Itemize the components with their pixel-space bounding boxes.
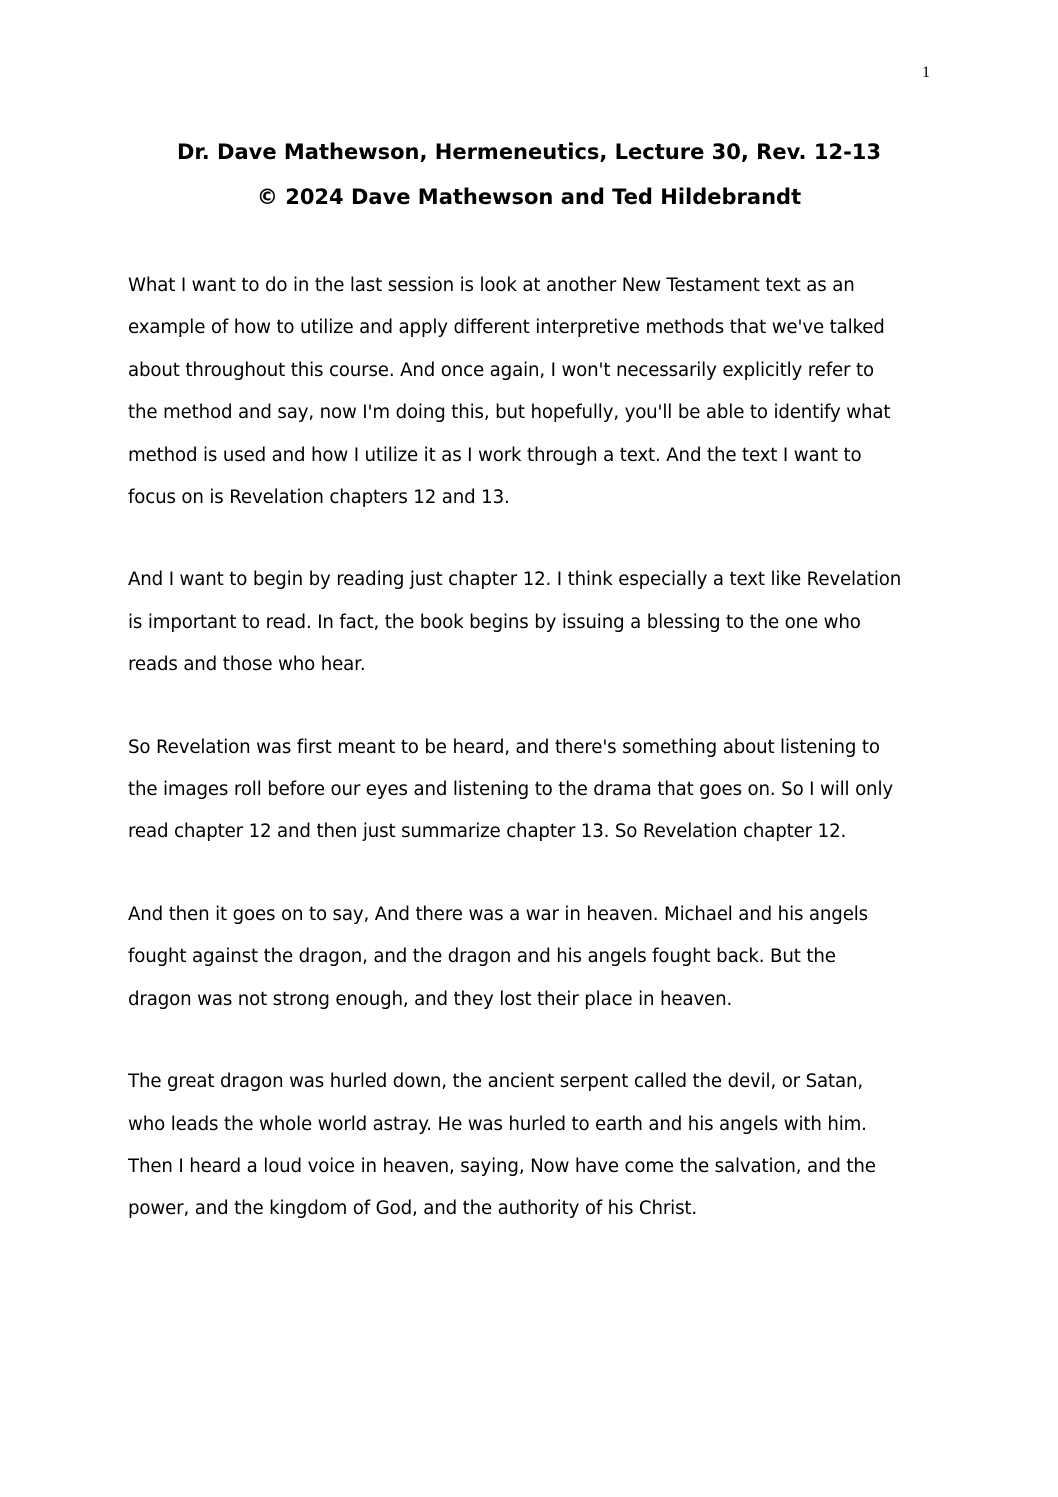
title-line-2: © 2024 Dave Mathewson and Ted Hildebrandt <box>256 185 802 209</box>
text-line: is important to read. In fact, the book begins by issuing a blessing to the one who <box>128 611 861 633</box>
title-line-1: Dr. Dave Mathewson, Hermeneutics, Lecture 30, Rev. 12-13 <box>176 140 882 164</box>
paragraph-5 <box>128 1061 938 1231</box>
paragraph-1 <box>128 265 938 519</box>
text-line: power, and the kingdom of God, and the authority of his Christ. <box>128 1198 698 1220</box>
paragraph-3 <box>128 727 938 854</box>
text-line: dragon was not strong enough, and they lost their place in heaven. <box>128 988 733 1010</box>
paragraph-4 <box>128 894 938 1021</box>
text-line: And then it goes on to say, And there was a war in heaven. Michael and his angels <box>128 903 868 925</box>
text-line: Then I heard a loud voice in heaven, saying, Now have come the salvation, and the <box>128 1155 876 1177</box>
text-line: read chapter 12 and then just summarize chapter 13. So Revelation chapter 12. <box>128 821 847 843</box>
text-line: example of how to utilize and apply different interpretive methods that we've talked <box>128 317 885 339</box>
page-number: 1 <box>922 64 930 81</box>
text-line: method is used and how I utilize it as I work through a text. And the text I want to <box>128 444 862 466</box>
text-line: the images roll before our eyes and listening to the drama that goes on. So I will only <box>128 779 893 801</box>
text-line: The great dragon was hurled down, the ancient serpent called the devil, or Satan, <box>128 1071 864 1093</box>
text-line: about throughout this course. And once again, I won't necessarily explicitly refer to <box>128 359 874 381</box>
text-line: focus on is Revelation chapters 12 and 13. <box>128 487 510 509</box>
text-line: reads and those who hear. <box>128 654 366 676</box>
text-line: So Revelation was first meant to be heard, and there's something about listening to <box>128 736 880 758</box>
text-line: fought against the dragon, and the dragon and his angels fought back. But the <box>128 946 836 968</box>
paragraph-2 <box>128 559 938 686</box>
text-line: And I want to begin by reading just chapter 12. I think especially a text like Revelation <box>128 569 902 591</box>
document-title <box>0 130 1058 220</box>
text-line: the method and say, now I'm doing this, but hopefully, you'll be able to identify what <box>128 402 891 424</box>
text-line: What I want to do in the last session is look at another New Testament text as an <box>128 275 855 296</box>
text-line: who leads the whole world astray. He was hurled to earth and his angels with him. <box>128 1113 867 1135</box>
document-body <box>128 265 938 1271</box>
